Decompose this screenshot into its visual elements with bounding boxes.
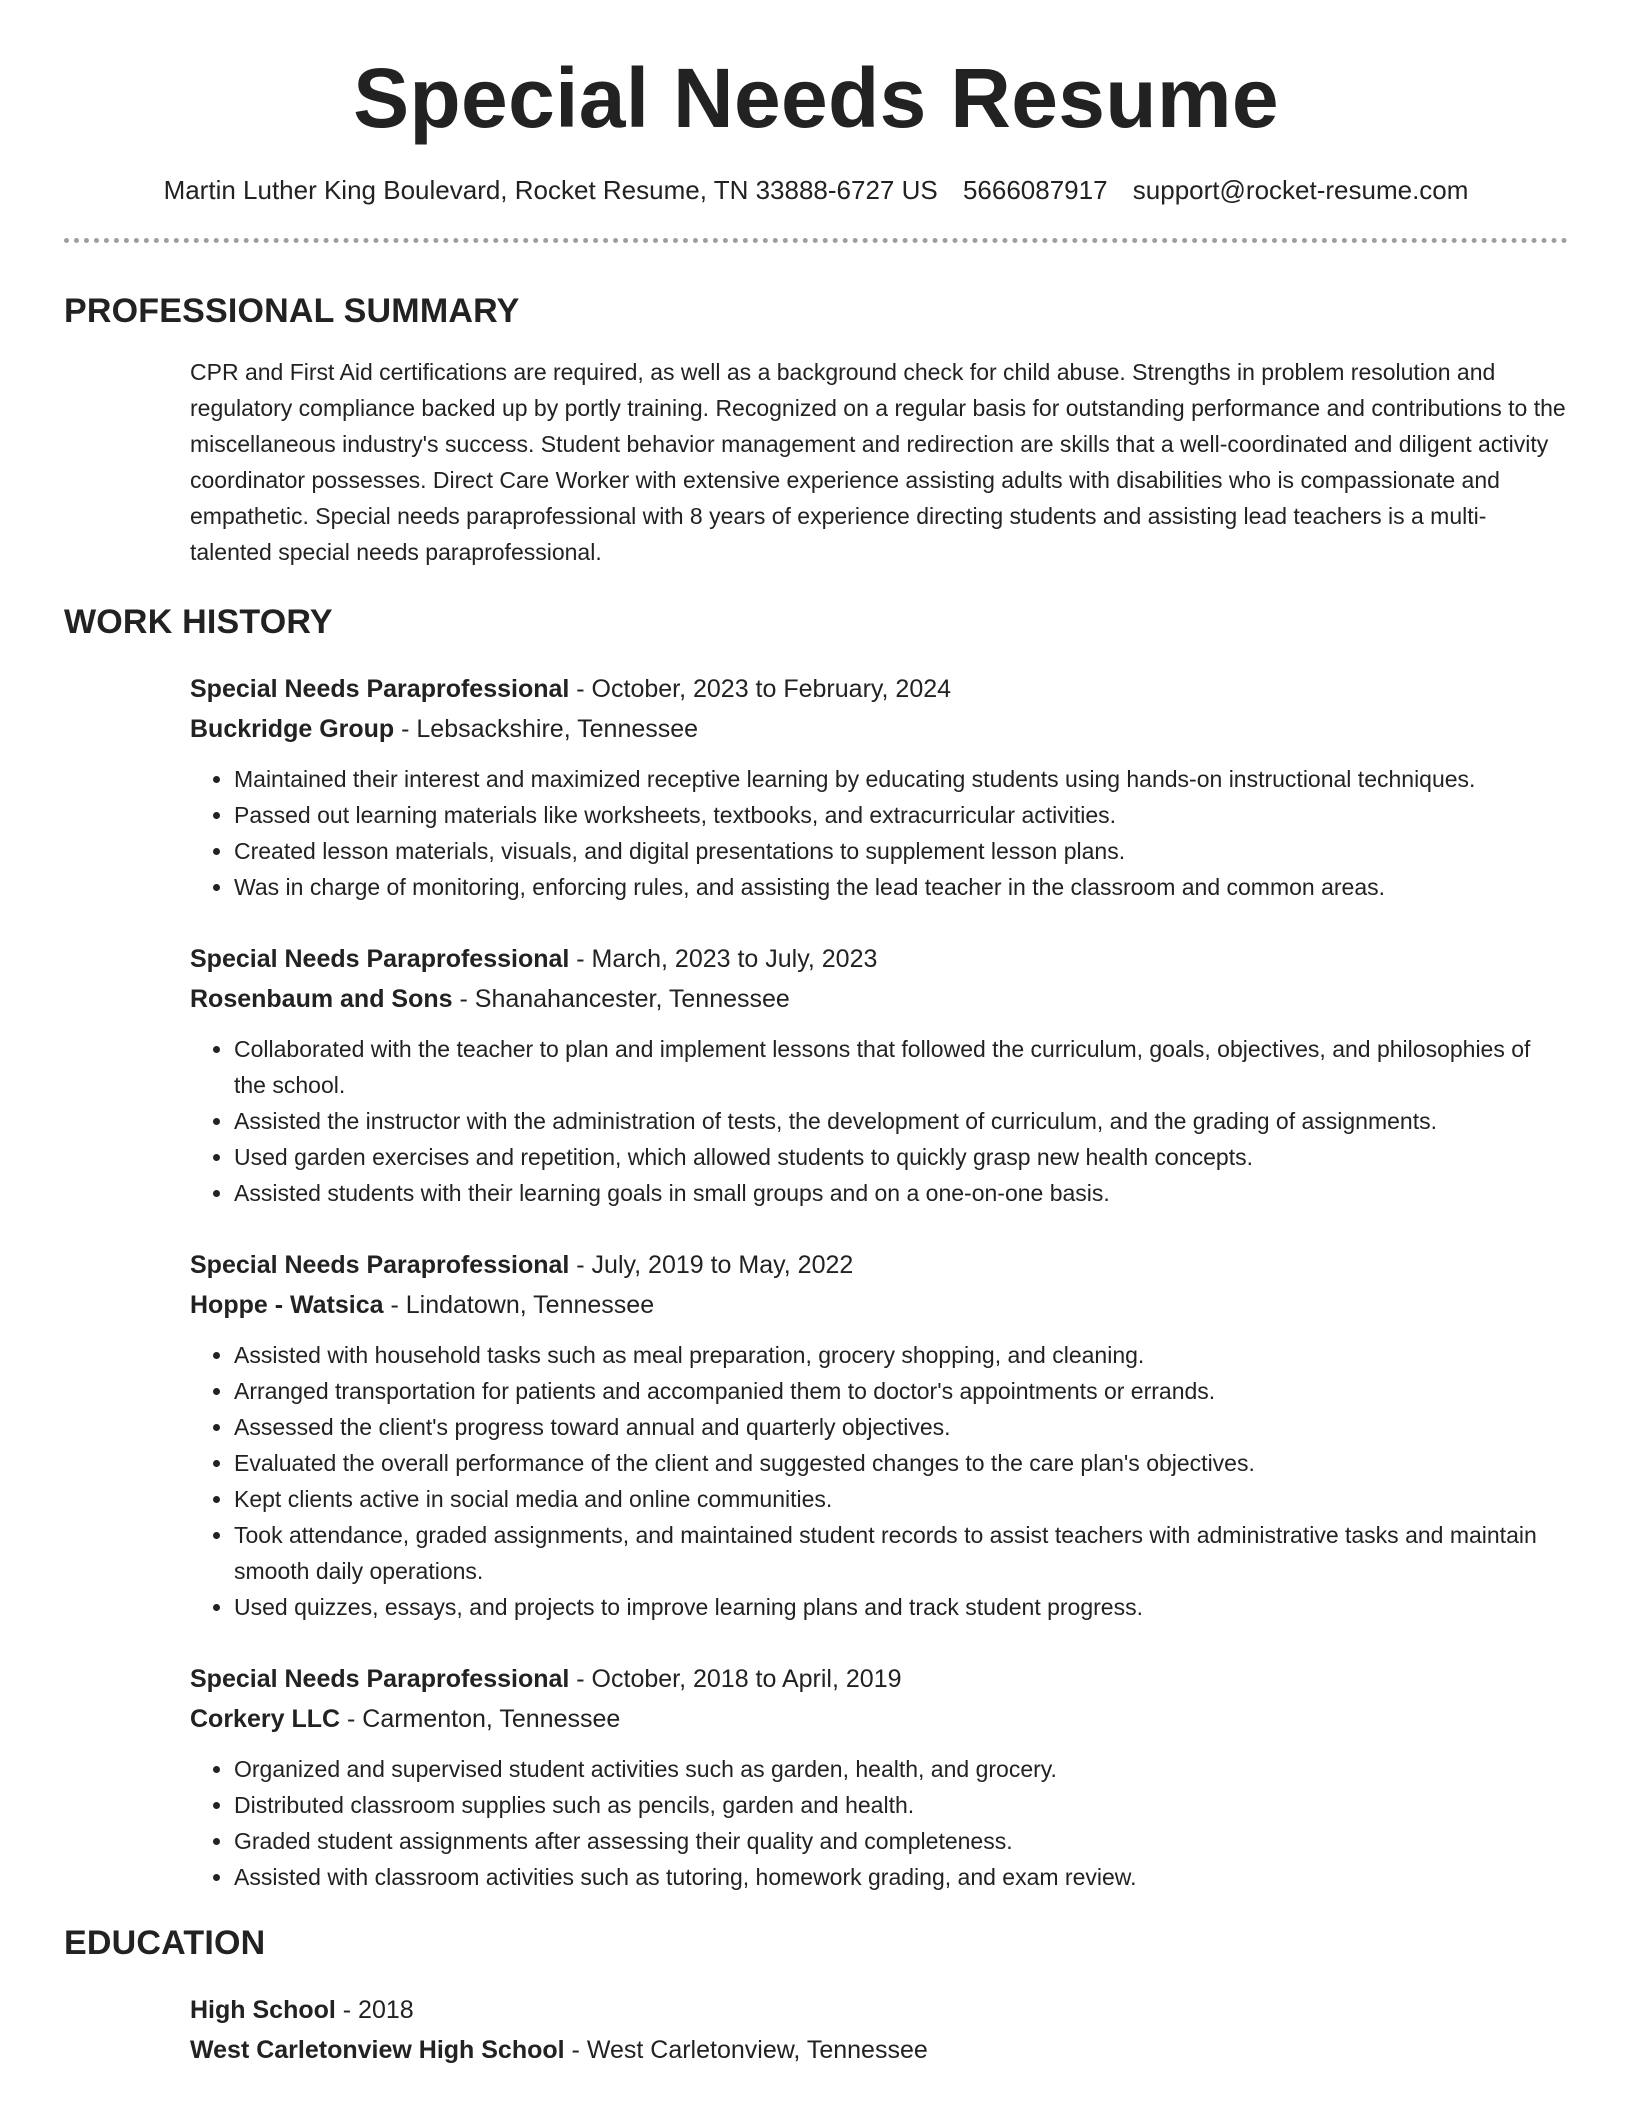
- job-company: Rosenbaum and Sons: [190, 984, 453, 1013]
- job-bullet: • Evaluated the overall performance of the client and suggested changes to the care plan's objectives.: [234, 1445, 1568, 1481]
- summary-body: [190, 354, 1568, 570]
- job-bullet: • Passed out learning materials like worksheets, textbooks, and extracurricular activities.: [234, 797, 1568, 833]
- job-role: Special Needs Paraprofessional: [190, 1664, 570, 1693]
- resume-header: [64, 0, 1568, 243]
- section-title-education: EDUCATION: [64, 1923, 266, 1962]
- education-body: [190, 1990, 1568, 2070]
- job-bullets: [190, 1031, 1568, 1211]
- job-dates: - October, 2018 to April, 2019: [569, 1664, 902, 1693]
- job-location: - Lebsackshire, Tennessee: [394, 714, 699, 743]
- education-school: West Carletonview High School: [190, 2035, 565, 2064]
- job-company: Corkery LLC: [190, 1704, 341, 1733]
- contact-address: Martin Luther King Boulevard, Rocket Resume, TN 33888-6727 US: [163, 175, 938, 206]
- job-bullets: [190, 1751, 1568, 1895]
- contact-email: support@rocket-resume.com: [1132, 175, 1469, 206]
- job-role: Special Needs Paraprofessional: [190, 944, 570, 973]
- job-dates: - March, 2023 to July, 2023: [569, 944, 878, 973]
- professional-summary-section: [64, 291, 1568, 570]
- job-company-line: [190, 709, 1568, 749]
- education-school-line: [190, 2030, 1568, 2070]
- job-entry: [190, 1245, 1568, 1625]
- section-title-work-history: WORK HISTORY: [64, 602, 333, 641]
- job-bullet: • Used quizzes, essays, and projects to improve learning plans and track student progress.: [234, 1589, 1568, 1625]
- job-bullet: • Organized and supervised student activities such as garden, health, and grocery.: [234, 1751, 1568, 1787]
- job-bullet: • Assessed the client's progress toward annual and quarterly objectives.: [234, 1409, 1568, 1445]
- job-role: Special Needs Paraprofessional: [190, 674, 570, 703]
- job-bullets: [190, 761, 1568, 905]
- job-bullet: • Maintained their interest and maximized receptive learning by educating students using hands-on instructional techniques.: [234, 761, 1568, 797]
- job-location: - Shanahancester, Tennessee: [452, 984, 790, 1013]
- education-location: - West Carletonview, Tennessee: [564, 2035, 928, 2064]
- contact-phone: 5666087917: [962, 175, 1108, 206]
- job-company: Buckridge Group: [190, 714, 395, 743]
- section-title-summary: PROFESSIONAL SUMMARY: [64, 292, 520, 331]
- job-company: Hoppe - Watsica: [190, 1290, 384, 1319]
- job-bullet: • Kept clients active in social media and online communities.: [234, 1481, 1568, 1517]
- job-bullet: • Assisted students with their learning goals in small groups and on a one-on-one basis.: [234, 1175, 1568, 1211]
- job-title-line: [190, 669, 1568, 709]
- contact-line: [64, 174, 1568, 208]
- job-dates: - July, 2019 to May, 2022: [569, 1250, 854, 1279]
- resume-title: Special Needs Resume: [353, 51, 1279, 145]
- education-year: - 2018: [335, 1995, 414, 2024]
- job-bullet: • Collaborated with the teacher to plan and implement lessons that followed the curriculum, goals, objectives, and philosophies of the school.: [234, 1031, 1568, 1103]
- job-bullet: • Created lesson materials, visuals, and digital presentations to supplement lesson plans.: [234, 833, 1568, 869]
- job-bullet: • Graded student assignments after assessing their quality and completeness.: [234, 1823, 1568, 1859]
- education-degree: High School: [190, 1995, 336, 2024]
- job-title-line: [190, 1245, 1568, 1285]
- job-bullet: • Used garden exercises and repetition, which allowed students to quickly grasp new health concepts.: [234, 1139, 1568, 1175]
- job-title-line: [190, 939, 1568, 979]
- job-role: Special Needs Paraprofessional: [190, 1250, 570, 1279]
- job-bullets: [190, 1337, 1568, 1625]
- education-entry: [190, 1990, 1568, 2070]
- job-bullet: • Distributed classroom supplies such as pencils, garden and health.: [234, 1787, 1568, 1823]
- job-entry: [190, 939, 1568, 1211]
- job-company-line: [190, 1285, 1568, 1325]
- job-bullet: • Assisted the instructor with the administration of tests, the development of curriculum, and the grading of assignments.: [234, 1103, 1568, 1139]
- job-bullet: • Took attendance, graded assignments, and maintained student records to assist teachers with administrative tasks and maintain smooth daily operations.: [234, 1517, 1568, 1589]
- education-degree-line: [190, 1990, 1568, 2030]
- job-bullet: • Arranged transportation for patients and accompanied them to doctor's appointments or errands.: [234, 1373, 1568, 1409]
- work-history-body: [190, 669, 1568, 1895]
- work-history-section: [64, 602, 1568, 1895]
- job-dates: - October, 2023 to February, 2024: [569, 674, 952, 703]
- job-title-line: [190, 1659, 1568, 1699]
- job-bullet: • Was in charge of monitoring, enforcing rules, and assisting the lead teacher in the classroom and common areas.: [234, 869, 1568, 905]
- header-divider: [64, 238, 1568, 243]
- job-bullet: • Assisted with household tasks such as meal preparation, grocery shopping, and cleaning.: [234, 1337, 1568, 1373]
- job-location: - Carmenton, Tennessee: [340, 1704, 621, 1733]
- job-entry: [190, 1659, 1568, 1895]
- summary-text: CPR and First Aid certifications are required, as well as a background check for child abuse. Strengths in problem resolution and regulatory compliance backed up by portly training. Recognized on a regular basis for outstanding performance and contributions to the miscellaneous industry's success. Student behavior management and redirection are skills that a well-coordinated and diligent activity coordinator possesses. Direct Care Worker with extensive experience assisting adults with disabilities who is compassionate and empathetic. Special needs paraprofessional with 8 years of experience directing students and assisting lead teachers is a multi-talented special needs paraprofessional.: [190, 358, 1566, 565]
- job-location: - Lindatown, Tennessee: [383, 1290, 655, 1319]
- job-company-line: [190, 1699, 1568, 1739]
- job-bullet: • Assisted with classroom activities such as tutoring, homework grading, and exam review.: [234, 1859, 1568, 1895]
- job-entry: [190, 669, 1568, 905]
- job-company-line: [190, 979, 1568, 1019]
- education-section: [64, 1923, 1568, 2070]
